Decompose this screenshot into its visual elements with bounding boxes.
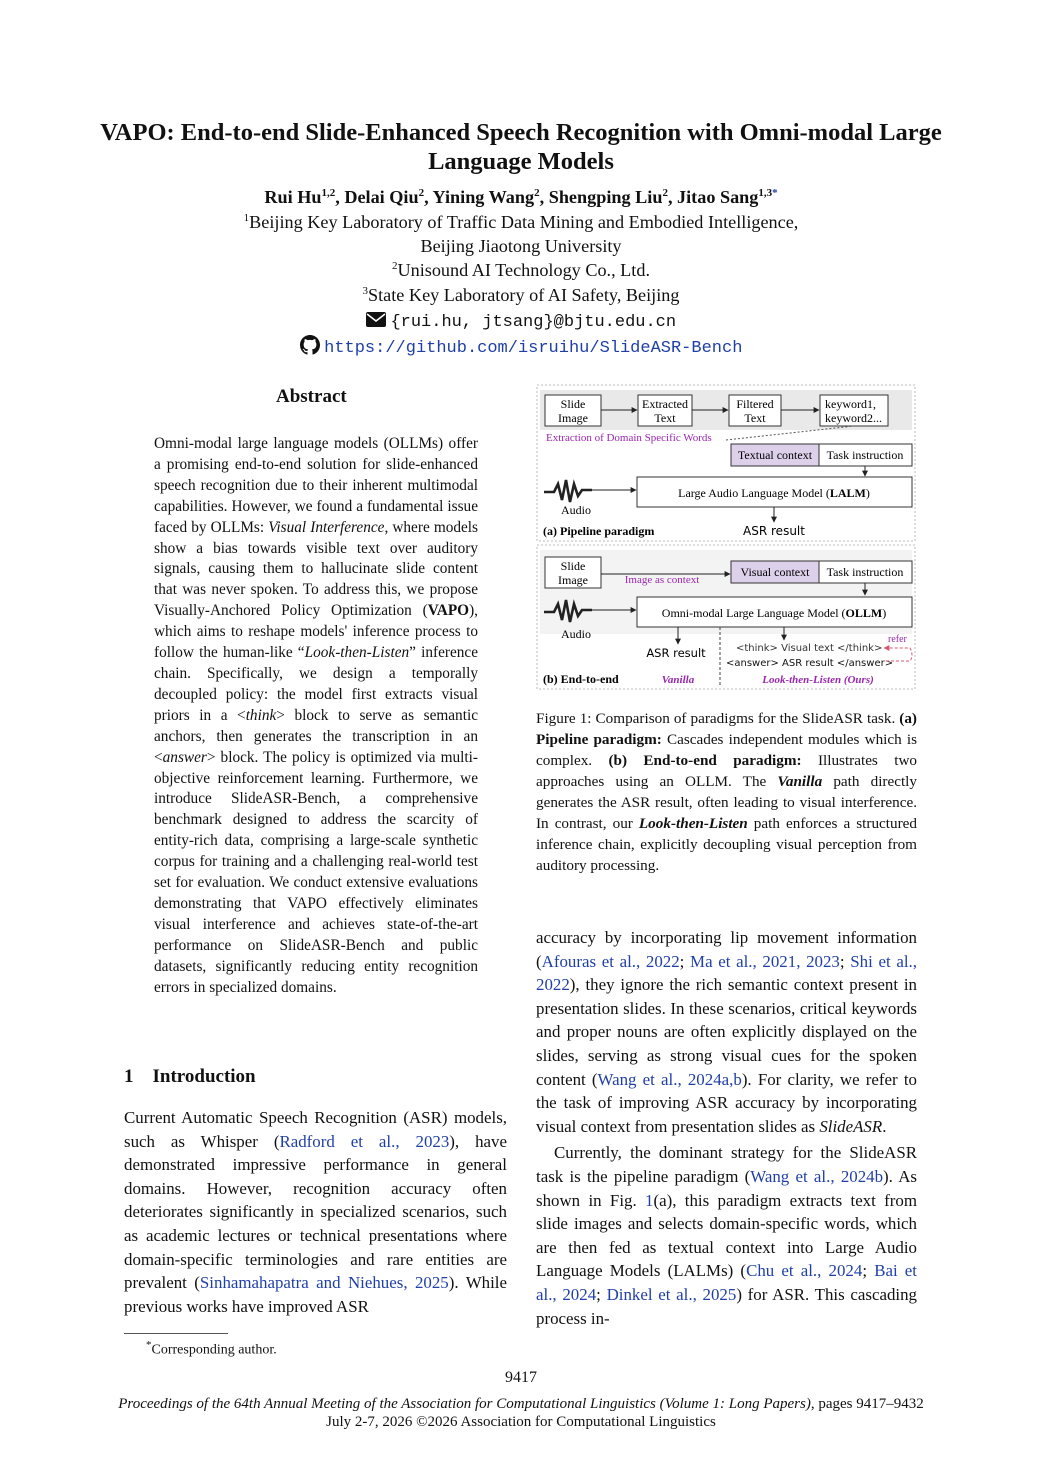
citation-link[interactable]: Wang et al., 2024b xyxy=(750,1166,884,1186)
svg-text:Text: Text xyxy=(654,411,676,425)
paragraph: Currently, the dominant strategy for the SlideASR task is the pipeline paradigm (Wang et al., 2024b). As shown in Fig. 1(a), this paradigm extracts text from slide images and selects domain-specific words, which are then fed as textual context into Large Audio Language Models (LALMs) (Chu et al., 2024; Bai et al., 2024; Dinkel et al., 2025) for ASR. This cascading process in- xyxy=(536,1143,917,1328)
svg-text:Text: Text xyxy=(744,411,766,425)
svg-text:Image: Image xyxy=(558,573,588,587)
paper-title: VAPO: End-to-end Slide-Enhanced Speech Recognition with Omni-modal Large Language Models xyxy=(100,119,942,175)
svg-text:Slide: Slide xyxy=(560,559,586,573)
think-line: <think> Visual text </think> xyxy=(736,643,883,654)
svg-text:Image: Image xyxy=(558,411,588,425)
citation-link[interactable]: Wang et al., 2024a,b xyxy=(597,1069,742,1089)
author-name: Shengping Liu xyxy=(548,187,663,208)
citation-link[interactable]: Ma et al., 2021, 2023 xyxy=(690,951,840,971)
corresponding-author-mark[interactable]: * xyxy=(772,187,778,199)
svg-text:Filtered: Filtered xyxy=(736,397,774,411)
envelope-icon xyxy=(366,312,386,327)
affiliation-3: $^3$State Key Laboratory of AI Safety, Beijing xyxy=(362,285,680,306)
svg-text:Extracted: Extracted xyxy=(642,397,688,411)
svg-text:Vanilla: Vanilla xyxy=(661,674,695,686)
footnote: *Corresponding author. xyxy=(146,1339,277,1358)
svg-text:keyword2...: keyword2... xyxy=(825,411,882,425)
figure-1 xyxy=(536,384,916,690)
figure-ref-link[interactable]: 1 xyxy=(645,1190,654,1210)
citation-link[interactable]: Shi et al., 2022 xyxy=(536,951,917,995)
github-link[interactable]: https://github.com/isruihu/SlideASR-Bench xyxy=(324,339,743,358)
affiliation-1: $^1$Beijing Key Laboratory of Traffic Data Mining and Embodied Intelligence, xyxy=(243,212,799,233)
author-list: Rui Hu$^{1,2}$, Delai Qiu$^2$, Yining Wang$^2$, Shengping Liu$^2$, Jitao Sang$^{1,3*}$ xyxy=(264,187,778,208)
abstract-text: Omni-modal large language models (OLLMs) offer a promising end-to-end solution for slide-enhanced speech recognition due to their inherent multimodal capabilities. However, we found a fundamental issue faced by OLLMs: Visual Interference, where models show a bias towards visible text over auditory signals, causing them to hallucinate slide content that was never spoken. To address this, we propose Visually-Anchored Policy Optimization (VAPO), which aims to reshape models' inference process to follow the human-like “Look-then-Listen” inference chain. Specifically, we design a temporally decoupled policy: the model first extracts visual priors in a <think> block to serve as semantic anchors, then generates the transcription in an <answer> block. The policy is optimized via multi-objective reinforcement learning. Furthermore, we introduce SlideASR-Bench, a comprehensive benchmark designed to address the scarcity of entity-rich data, comprising a large-scale synthetic corpus for training and a challenging real-world test set for evaluation. We conduct extensive evaluations demonstrating that VAPO effectively eliminates visual interference and achieves state-of-the-art performance on SlideASR-Bench and public datasets, significantly reducing entity recognition errors in specialized domains. xyxy=(154,435,479,996)
panel-b-label: (b) End-to-end xyxy=(543,672,619,686)
github-line xyxy=(100,335,942,358)
svg-text:refer: refer xyxy=(888,634,907,645)
citation-link[interactable]: Afouras et al., 2022 xyxy=(541,951,680,971)
svg-text:ASR result: ASR result xyxy=(743,524,805,538)
svg-text:Textual context: Textual context xyxy=(737,448,813,462)
author-name: Delai Qiu xyxy=(344,187,419,208)
citation-link[interactable]: Chu et al., 2024 xyxy=(746,1261,863,1281)
svg-text:Visual context: Visual context xyxy=(740,565,810,579)
svg-text:Omni-modal Large Language Mode: Omni-modal Large Language Model (OLLM) xyxy=(661,606,887,620)
author-name: Rui Hu xyxy=(264,187,322,208)
right-column-text xyxy=(536,926,917,1330)
email-address[interactable]: {rui.hu, jtsang}@bjtu.edu.cn xyxy=(390,313,677,332)
page-number: 9417 xyxy=(505,1369,537,1386)
intro-paragraph: Current Automatic Speech Recognition (ASR) models, such as Whisper (Radford et al., 2023), have demonstrated impressive performance in general domains. However, recognition accuracy often deteriorates significantly in specialized scenarios, such as academic lectures or technical presentations where domain-specific terminologies and rare entities are prevalent (Sinhamahapatra and Niehues, 2025). While previous works have improved ASR xyxy=(124,1108,507,1316)
extraction-label: Extraction of Domain Specific Words xyxy=(546,432,712,444)
affiliation-2: $^2$Unisound AI Technology Co., Ltd. xyxy=(391,260,650,281)
abstract-heading: Abstract xyxy=(276,386,347,407)
citation-link[interactable]: Sinhamahapatra and Niehues, 2025 xyxy=(199,1273,449,1293)
citation-link[interactable]: Radford et al., 2023 xyxy=(279,1131,450,1151)
svg-text:Task instruction: Task instruction xyxy=(826,565,904,579)
answer-line: <answer> ASR result </answer> xyxy=(726,658,894,669)
github-icon xyxy=(300,335,320,355)
section-heading: 1 Introduction xyxy=(124,1066,256,1087)
svg-text:ASR result: ASR result xyxy=(646,646,706,660)
page-footer: Proceedings of the 64th Annual Meeting of the Association for Computational Linguistics (Volume 1: Long Papers), pages 9417–9432 July 2-7, 2026 ©2026 Association for Computational Linguistics xyxy=(118,1396,924,1430)
svg-text:Task instruction: Task instruction xyxy=(826,448,904,462)
svg-text:Slide: Slide xyxy=(560,397,586,411)
affiliation-1-cont: Beijing Jiaotong University xyxy=(420,236,622,256)
figure-caption: Figure 1: Comparison of paradigms for the SlideASR task. (a) Pipeline paradigm: Cascades independent modules which is complex. (b) End-to-end paradigm: Illustrates two approaches using an OLLM. The Vanilla path directly generates the ASR result, often leading to visual interference. In contrast, our Look-then-Listen path enforces a structured inference chain, explicitly decoupling visual perception from auditory processing. xyxy=(536,710,918,874)
email-line xyxy=(100,310,942,332)
svg-text:Large Audio Language Model (LA: Large Audio Language Model (LALM) xyxy=(678,486,870,500)
svg-text:Audio: Audio xyxy=(561,627,591,641)
svg-text:Audio: Audio xyxy=(561,503,591,517)
panel-a-label: (a) Pipeline paradigm xyxy=(543,524,655,538)
author-name: Jitao Sang xyxy=(677,187,759,208)
author-name: Yining Wang xyxy=(432,187,535,208)
svg-text:Image as context: Image as context xyxy=(624,574,700,586)
citation-link[interactable]: Dinkel et al., 2025 xyxy=(606,1284,737,1304)
svg-text:keyword1,: keyword1, xyxy=(825,397,876,411)
svg-text:Look-then-Listen (Ours): Look-then-Listen (Ours) xyxy=(762,674,874,686)
citation-link[interactable]: Bai et al., 2024 xyxy=(536,1261,917,1304)
paragraph: accuracy by incorporating lip movement information (Afouras et al., 2022; Ma et al., 2021, 2023; Shi et al., 2022), they ignore the rich semantic context present in presentation slides. In these scenarios, critical keywords and proper nouns are often explicitly displayed on the slides, serving as strong visual cues for the spoken content (Wang et al., 2024a,b). For clarity, we refer to the task of improving ASR accuracy by incorporating visual context from presentation slides as SlideASR. xyxy=(536,928,917,1136)
footnote-rule xyxy=(124,1333,228,1334)
